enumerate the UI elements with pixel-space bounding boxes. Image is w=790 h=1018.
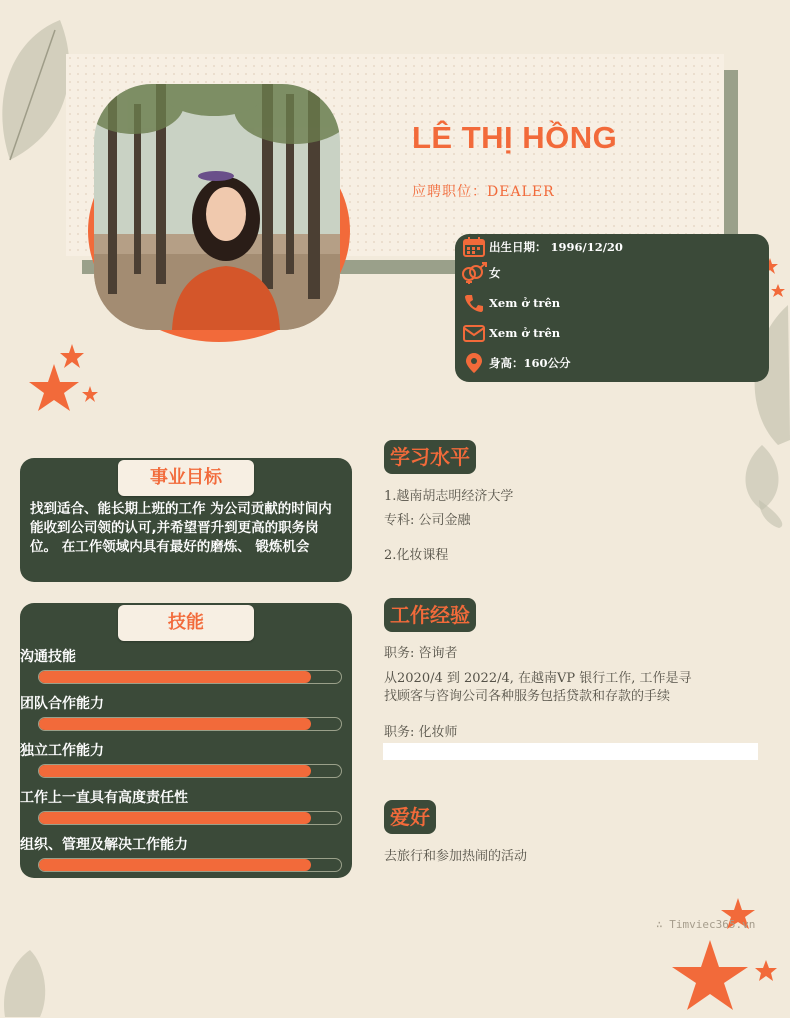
- email: Xem ở trên: [489, 326, 561, 340]
- gender: 女: [489, 266, 501, 280]
- profile-photo: [94, 84, 340, 330]
- education-title: 学习水平: [384, 440, 476, 474]
- skill-bar-fill: [39, 765, 311, 777]
- personal-info-box: [455, 234, 769, 382]
- hobbies-text: 去旅行和参加热闹的活动: [384, 849, 528, 864]
- skill-bar-track: [38, 858, 342, 872]
- watermark: ∴ Timviec365.vn: [656, 918, 756, 931]
- skill-label: 工作上一直具有高度责任性: [20, 790, 188, 806]
- height-row: [455, 352, 571, 374]
- career-goal-title: 事业目标: [118, 460, 254, 496]
- location-pin-icon: [459, 352, 489, 374]
- skill-bar-track: [38, 811, 342, 825]
- skills-title: 技能: [118, 605, 254, 641]
- star-decoration-left: [24, 342, 104, 422]
- email-icon: [459, 322, 489, 344]
- skill-label: 沟通技能: [20, 649, 76, 665]
- job-2-desc-blank: [383, 743, 758, 760]
- skill-bar-track: [38, 717, 342, 731]
- phone: Xem ở trên: [489, 296, 561, 310]
- skill-label: 独立工作能力: [20, 743, 104, 759]
- skill-label: 组织、管理及解决工作能力: [20, 837, 188, 853]
- education-line-3: 2.化妆课程: [384, 548, 449, 563]
- experience-title: 工作经验: [384, 598, 476, 632]
- skill-bar-fill: [39, 812, 311, 824]
- job-1-desc-line-1: 从2020/4 到 2022/4, 在越南VP 银行工作, 工作是寻: [384, 671, 692, 686]
- skill-bar-track: [38, 670, 342, 684]
- education-line-1: 1.越南胡志明经济大学: [384, 489, 514, 504]
- candidate-name: LÊ THỊ HỒNG: [412, 120, 618, 155]
- hobbies-title: 爱好: [384, 800, 436, 834]
- gender-row: [455, 262, 501, 284]
- gender-icon: [459, 262, 489, 284]
- email-row: [455, 322, 560, 344]
- calendar-icon: [459, 236, 489, 258]
- star-decoration-bottom-right: [660, 894, 790, 1018]
- skill-bar-fill: [39, 718, 311, 730]
- leaf-decoration-right-small: [734, 440, 790, 530]
- position-label: 应聘职位：: [412, 184, 487, 200]
- height: 身高：160公分: [489, 356, 571, 370]
- skill-label: 团队合作能力: [20, 696, 104, 712]
- birth-date: 出生日期： 1996/12/20: [489, 240, 623, 254]
- phone-icon: [459, 292, 489, 314]
- job-1-desc-line-2: 找顾客与咨询公司各种服务包括贷款和存款的手续: [384, 689, 671, 704]
- leaf-decoration-bottom-left: [0, 945, 60, 1018]
- position-value: DEALER: [487, 184, 555, 200]
- position-applied: [412, 181, 555, 201]
- birth-row: [455, 236, 623, 258]
- skill-bar-fill: [39, 671, 311, 683]
- job-2-title: 职务: 化妆师: [384, 725, 458, 740]
- skill-bar-fill: [39, 859, 311, 871]
- skill-bar-track: [38, 764, 342, 778]
- education-line-2: 专科: 公司金融: [384, 513, 471, 528]
- career-goal-text: 找到适合、能长期上班的工作 为公司贡献的时间内能收到公司领的认可,并希望晋升到更高的职务岗位。 在工作领域内具有最好的磨炼、 锻炼机会: [30, 501, 332, 555]
- phone-row: [455, 292, 560, 314]
- job-1-title: 职务: 咨询者: [384, 646, 458, 661]
